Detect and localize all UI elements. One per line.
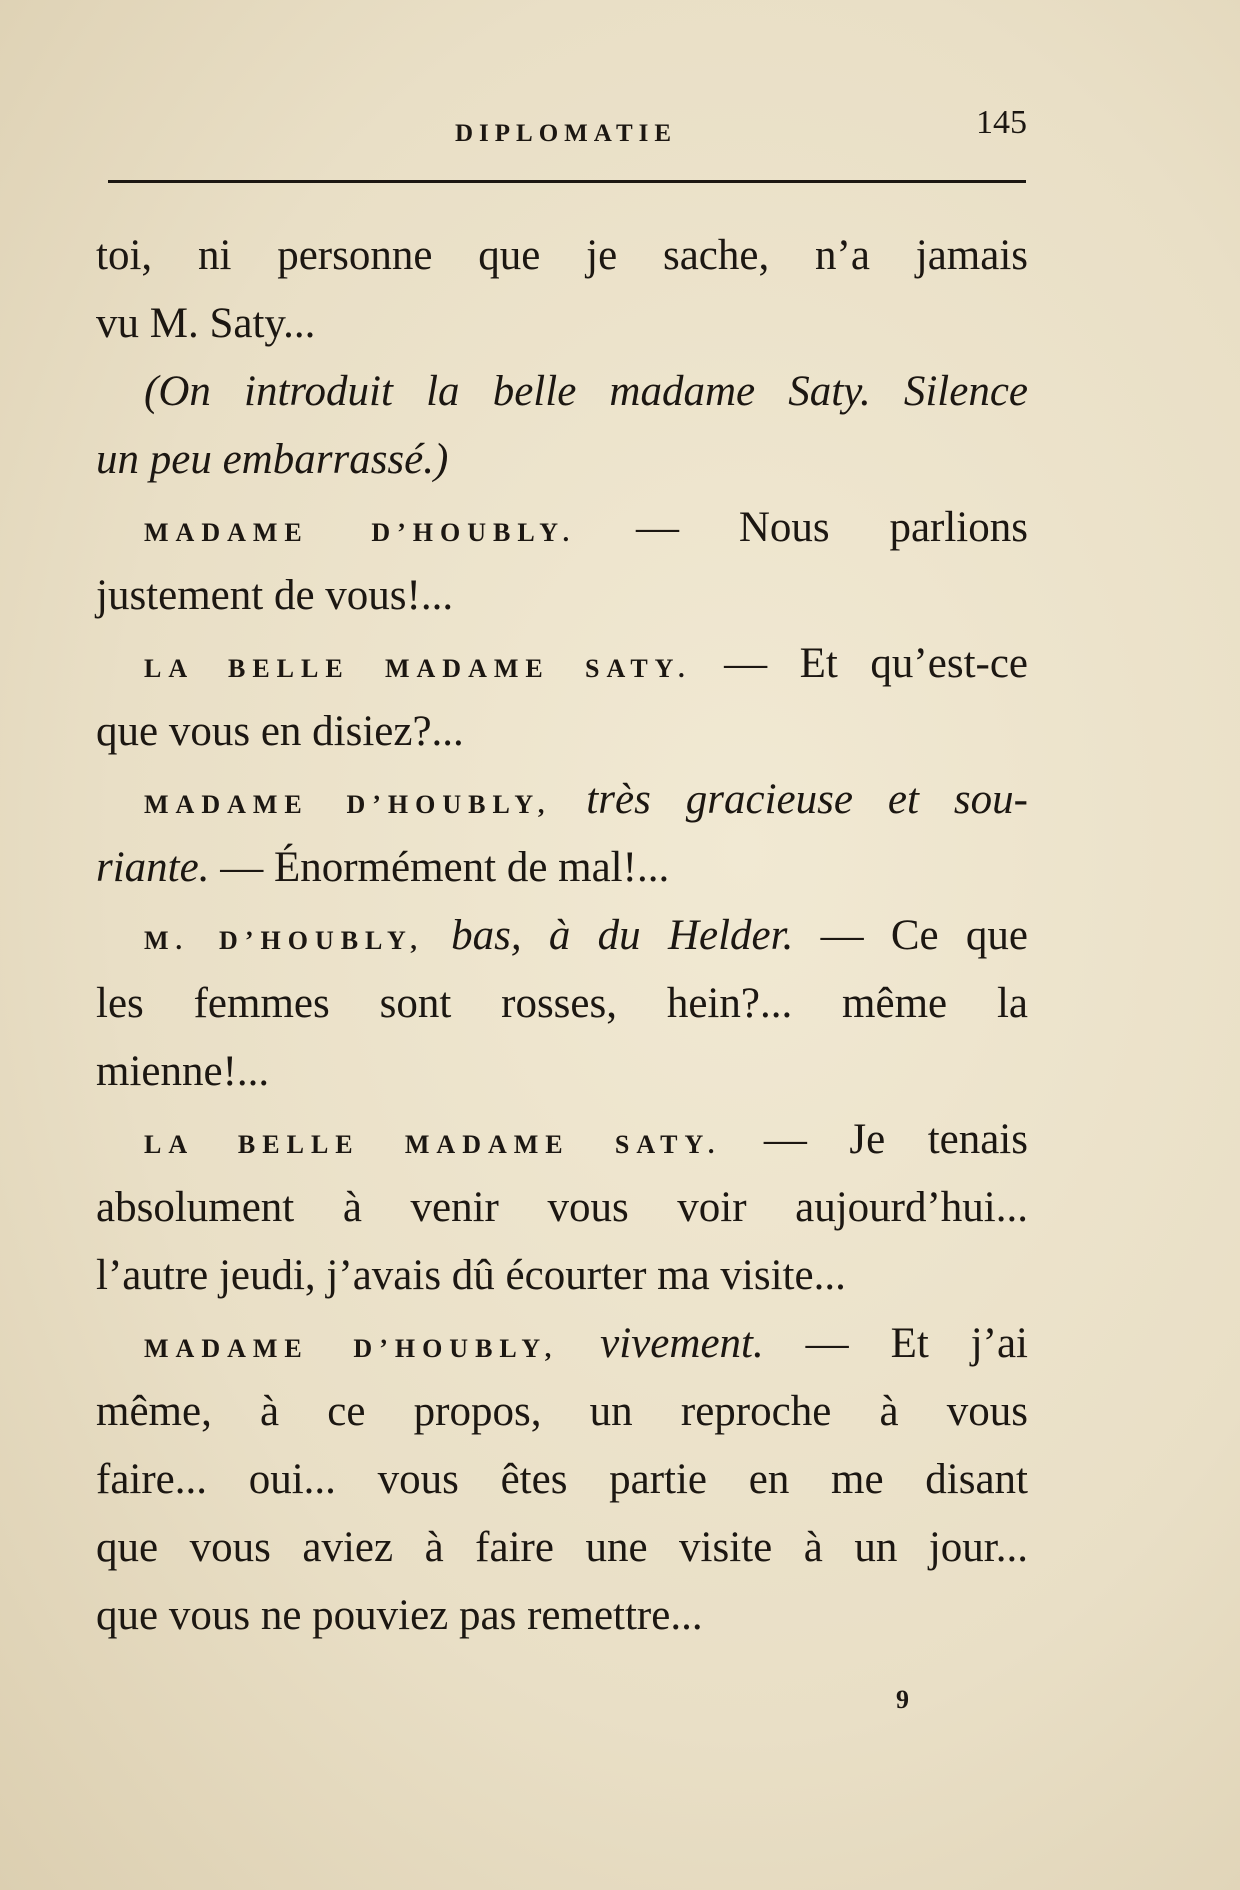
dialogue-line xyxy=(96,1106,1028,1174)
text-line: vu M. Saty... xyxy=(96,300,316,347)
dialogue-line xyxy=(96,766,1028,834)
speaker-name: M. D’HOUBLY, xyxy=(144,926,424,955)
text-line: absolument à venir vous voir aujourd’hui... xyxy=(96,1184,1028,1231)
stage-direction: riante. xyxy=(96,844,210,891)
dialogue-text: — Nous parlions xyxy=(576,504,1028,551)
text-line: mienne!... xyxy=(96,1048,270,1095)
stage-direction: (On introduit la belle madame Saty. Silence xyxy=(144,368,1028,415)
running-title: DIPLOMATIE xyxy=(455,120,678,147)
dialogue-text: — Et qu’est-ce xyxy=(691,640,1028,687)
page-text xyxy=(96,222,1028,1650)
speaker-name: LA BELLE MADAME SATY. xyxy=(144,654,692,683)
text-line: que vous ne pouviez pas remettre... xyxy=(96,1592,703,1639)
stage-direction: un peu embarrassé.) xyxy=(96,436,449,483)
text-line: faire... oui... vous êtes partie en me disant xyxy=(96,1456,1028,1503)
dialogue-text: — Et j’ai xyxy=(763,1320,1028,1367)
dialogue-line xyxy=(96,834,1028,902)
dialogue-line xyxy=(96,630,1028,698)
speaker-name: LA BELLE MADAME SATY. xyxy=(144,1130,722,1159)
speaker-name: MADAME D’HOUBLY, xyxy=(144,790,552,819)
text-line: justement de vous!... xyxy=(96,572,454,619)
dialogue-line xyxy=(96,494,1028,562)
text-line: que vous en disiez?... xyxy=(96,708,464,755)
text-line: que vous aviez à faire une visite à un jour... xyxy=(96,1524,1028,1571)
speaker-name: MADAME D’HOUBLY, xyxy=(144,1334,559,1363)
speaker-name: MADAME D’HOUBLY. xyxy=(144,518,577,547)
text-line: même, à ce propos, un reproche à vous xyxy=(96,1388,1028,1435)
text-line: les femmes sont rosses, hein?... même la xyxy=(96,980,1028,1027)
stage-direction: vivement. xyxy=(558,1320,764,1367)
text-line: l’autre jeudi, j’avais dû écourter ma visite... xyxy=(96,1252,846,1299)
header-rule xyxy=(108,180,1026,183)
dialogue-text: — Ce que xyxy=(793,912,1028,959)
stage-direction: bas, à du Helder. xyxy=(423,912,794,959)
dialogue-line xyxy=(96,1310,1028,1378)
text-line: toi, ni personne que je sache, n’a jamais xyxy=(96,232,1028,279)
dialogue-text: — Je tenais xyxy=(721,1116,1028,1163)
dialogue-text: — Énormément de mal!... xyxy=(209,844,670,891)
page-number: 145 xyxy=(976,104,1027,141)
dialogue-line xyxy=(96,902,1028,970)
signature-mark: 9 xyxy=(896,1685,909,1714)
stage-direction: très gracieuse et sou- xyxy=(551,776,1028,823)
